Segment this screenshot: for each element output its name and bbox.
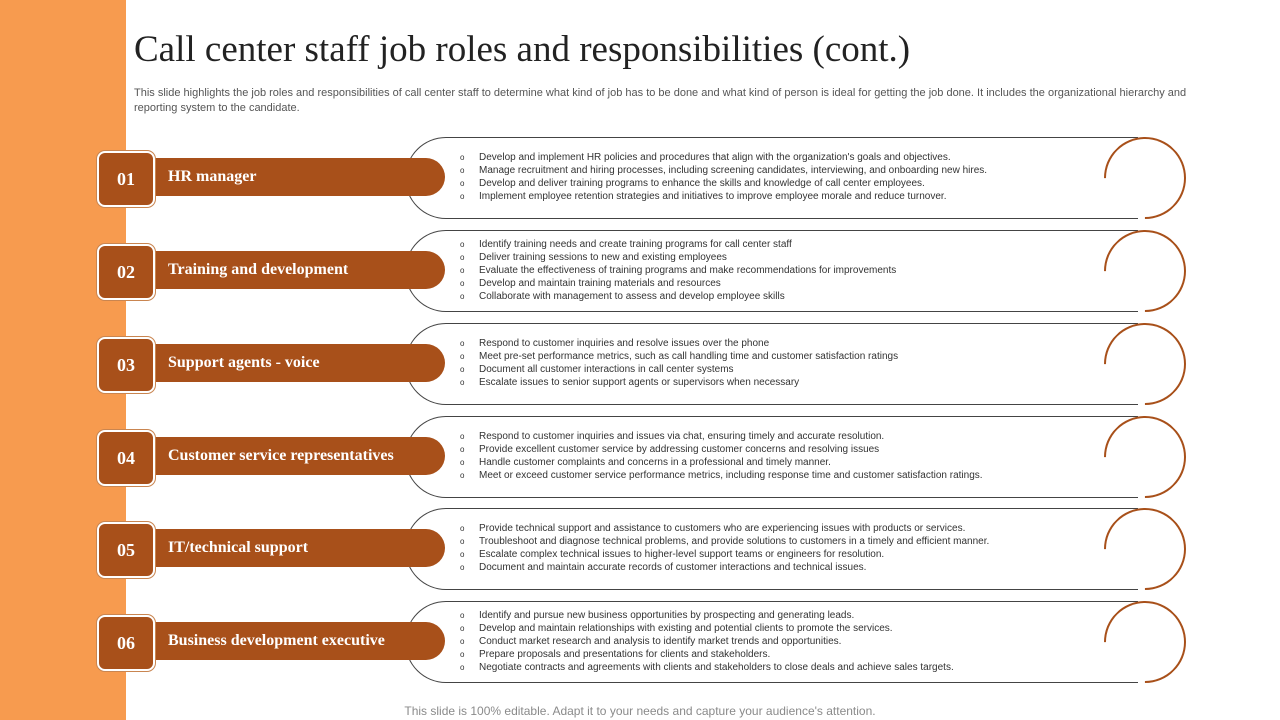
hollow-bullet-icon: o — [460, 432, 465, 441]
responsibility-text: Escalate issues to senior support agents or supervisors when necessary — [479, 377, 800, 388]
responsibility-text: Develop and deliver training programs to enhance the skills and knowledge of call center employees. — [479, 178, 925, 189]
role-label-bar — [118, 437, 445, 475]
hollow-bullet-icon: o — [460, 192, 465, 201]
responsibility-text: Implement employee retention strategies and initiatives to improve employee morale and reduce turnover. — [479, 191, 947, 202]
responsibility-text: Develop and implement HR policies and procedures that align with the organization's goals and objectives. — [479, 152, 951, 163]
hollow-bullet-icon: o — [460, 610, 465, 620]
responsibility-item — [460, 548, 1100, 561]
role-label-bar — [118, 622, 445, 660]
responsibility-item — [460, 609, 1100, 622]
responsibility-text: Collaborate with management to assess and develop employee skills — [479, 290, 785, 302]
responsibility-item — [460, 190, 1100, 203]
role-label: Training and development — [168, 261, 349, 278]
responsibility-list — [460, 323, 1100, 403]
responsibility-list — [460, 230, 1100, 310]
hollow-bullet-icon: o — [460, 339, 465, 348]
responsibility-item — [460, 535, 1100, 548]
responsibility-text: Provide excellent customer service by addressing customer concerns and resolving issues — [479, 444, 880, 455]
responsibility-text: Meet or exceed customer service performance metrics, including response time and customer satisfaction ratings. — [479, 470, 983, 481]
role-number-badge: 01 — [97, 151, 155, 207]
role-label: IT/technical support — [168, 539, 309, 556]
responsibility-item — [460, 522, 1100, 535]
hollow-bullet-icon: o — [460, 649, 465, 659]
responsibility-item — [460, 648, 1100, 661]
hollow-bullet-icon: o — [460, 378, 465, 387]
responsibility-item — [460, 251, 1100, 264]
responsibility-item — [460, 350, 1100, 363]
hollow-bullet-icon: o — [460, 166, 465, 175]
role-row — [0, 323, 1280, 405]
hollow-bullet-icon: o — [460, 278, 465, 288]
role-label: Business development executive — [168, 632, 385, 649]
responsibility-list — [460, 508, 1100, 588]
responsibility-item — [460, 635, 1100, 648]
responsibility-text: Respond to customer inquiries and resolve issues over the phone — [479, 338, 770, 349]
responsibility-item — [460, 290, 1100, 303]
responsibility-list — [460, 137, 1100, 217]
hollow-bullet-icon: o — [460, 550, 465, 559]
responsibility-text: Meet pre-set performance metrics, such as call handling time and customer satisfaction ratings — [479, 351, 899, 362]
responsibility-item — [460, 164, 1100, 177]
responsibility-text: Document and maintain accurate records of customer interactions and technical issues. — [479, 562, 867, 573]
role-row — [0, 230, 1280, 312]
role-label: HR manager — [168, 168, 257, 185]
slide-footer: This slide is 100% editable. Adapt it to your needs and capture your audience's attention. — [404, 704, 876, 718]
role-label-bar — [118, 344, 445, 382]
responsibility-text: Handle customer complaints and concerns in a professional and timely manner. — [479, 457, 831, 468]
role-row — [0, 601, 1280, 683]
responsibility-text: Provide technical support and assistance to customers who are experiencing issues with products or services. — [479, 523, 966, 534]
responsibility-item — [460, 363, 1100, 376]
hollow-bullet-icon: o — [460, 662, 465, 672]
role-row — [0, 416, 1280, 498]
hollow-bullet-icon: o — [460, 563, 465, 572]
hollow-bullet-icon: o — [460, 471, 465, 480]
role-label-bar — [118, 529, 445, 567]
hollow-bullet-icon: o — [460, 252, 465, 262]
role-number-badge: 02 — [97, 244, 155, 300]
hollow-bullet-icon: o — [460, 153, 465, 162]
hollow-bullet-icon: o — [460, 265, 465, 275]
role-number-badge: 06 — [97, 615, 155, 671]
responsibility-item — [460, 177, 1100, 190]
responsibility-text: Respond to customer inquiries and issues via chat, ensuring timely and accurate resolution. — [479, 431, 885, 442]
hollow-bullet-icon: o — [460, 623, 465, 633]
responsibility-text: Deliver training sessions to new and existing employees — [479, 251, 727, 263]
responsibility-text: Prepare proposals and presentations for clients and stakeholders. — [479, 648, 771, 660]
slide-title: Call center staff job roles and responsibilities (cont.) — [134, 29, 911, 70]
role-label-bar — [118, 251, 445, 289]
role-row — [0, 137, 1280, 219]
role-label-bar — [118, 158, 445, 196]
responsibility-text: Identify and pursue new business opportunities by prospecting and generating leads. — [479, 609, 855, 621]
responsibility-text: Conduct market research and analysis to identify market trends and opportunities. — [479, 635, 842, 647]
responsibility-item — [460, 376, 1100, 389]
responsibility-item — [460, 561, 1100, 574]
responsibility-text: Escalate complex technical issues to higher-level support teams or engineers for resolution. — [479, 549, 885, 560]
hollow-bullet-icon: o — [460, 524, 465, 533]
responsibility-text: Develop and maintain relationships with existing and potential clients to promote the services. — [479, 622, 893, 634]
responsibility-text: Evaluate the effectiveness of training programs and make recommendations for improvements — [479, 264, 897, 276]
hollow-bullet-icon: o — [460, 445, 465, 454]
responsibility-item — [460, 430, 1100, 443]
responsibility-item — [460, 469, 1100, 482]
hollow-bullet-icon: o — [460, 291, 465, 301]
role-row — [0, 508, 1280, 590]
role-number-badge: 05 — [97, 522, 155, 578]
hollow-bullet-icon: o — [460, 458, 465, 467]
role-label: Customer service representatives — [168, 447, 394, 464]
responsibility-list — [460, 601, 1100, 681]
responsibility-text: Manage recruitment and hiring processes, including screening candidates, interviewing, and onboarding new hires. — [479, 165, 988, 176]
responsibility-item — [460, 661, 1100, 674]
responsibility-item — [460, 264, 1100, 277]
responsibility-item — [460, 277, 1100, 290]
hollow-bullet-icon: o — [460, 365, 465, 374]
role-number-badge: 04 — [97, 430, 155, 486]
responsibility-item — [460, 456, 1100, 469]
hollow-bullet-icon: o — [460, 537, 465, 546]
role-label: Support agents - voice — [168, 354, 320, 371]
responsibility-item — [460, 443, 1100, 456]
responsibility-text: Identify training needs and create training programs for call center staff — [479, 238, 792, 250]
responsibility-text: Troubleshoot and diagnose technical problems, and provide solutions to customers in a timely and efficient manner. — [479, 536, 990, 547]
responsibility-text: Negotiate contracts and agreements with clients and stakeholders to close deals and achieve sales targets. — [479, 661, 954, 673]
slide-subtitle: This slide highlights the job roles and responsibilities of call center staff to determine what kind of job has to be done and what kind of person is ideal for getting the job done. It includes the organizational hierarchy and reporting system to the candidate. — [134, 87, 1187, 114]
hollow-bullet-icon: o — [460, 636, 465, 646]
role-number-badge: 03 — [97, 337, 155, 393]
responsibility-item — [460, 337, 1100, 350]
responsibility-item — [460, 622, 1100, 635]
responsibility-text: Document all customer interactions in call center systems — [479, 364, 734, 375]
responsibility-item — [460, 238, 1100, 251]
responsibility-item — [460, 151, 1100, 164]
hollow-bullet-icon: o — [460, 179, 465, 188]
hollow-bullet-icon: o — [460, 352, 465, 361]
responsibility-text: Develop and maintain training materials and resources — [479, 277, 721, 289]
responsibility-list — [460, 416, 1100, 496]
hollow-bullet-icon: o — [460, 239, 465, 249]
